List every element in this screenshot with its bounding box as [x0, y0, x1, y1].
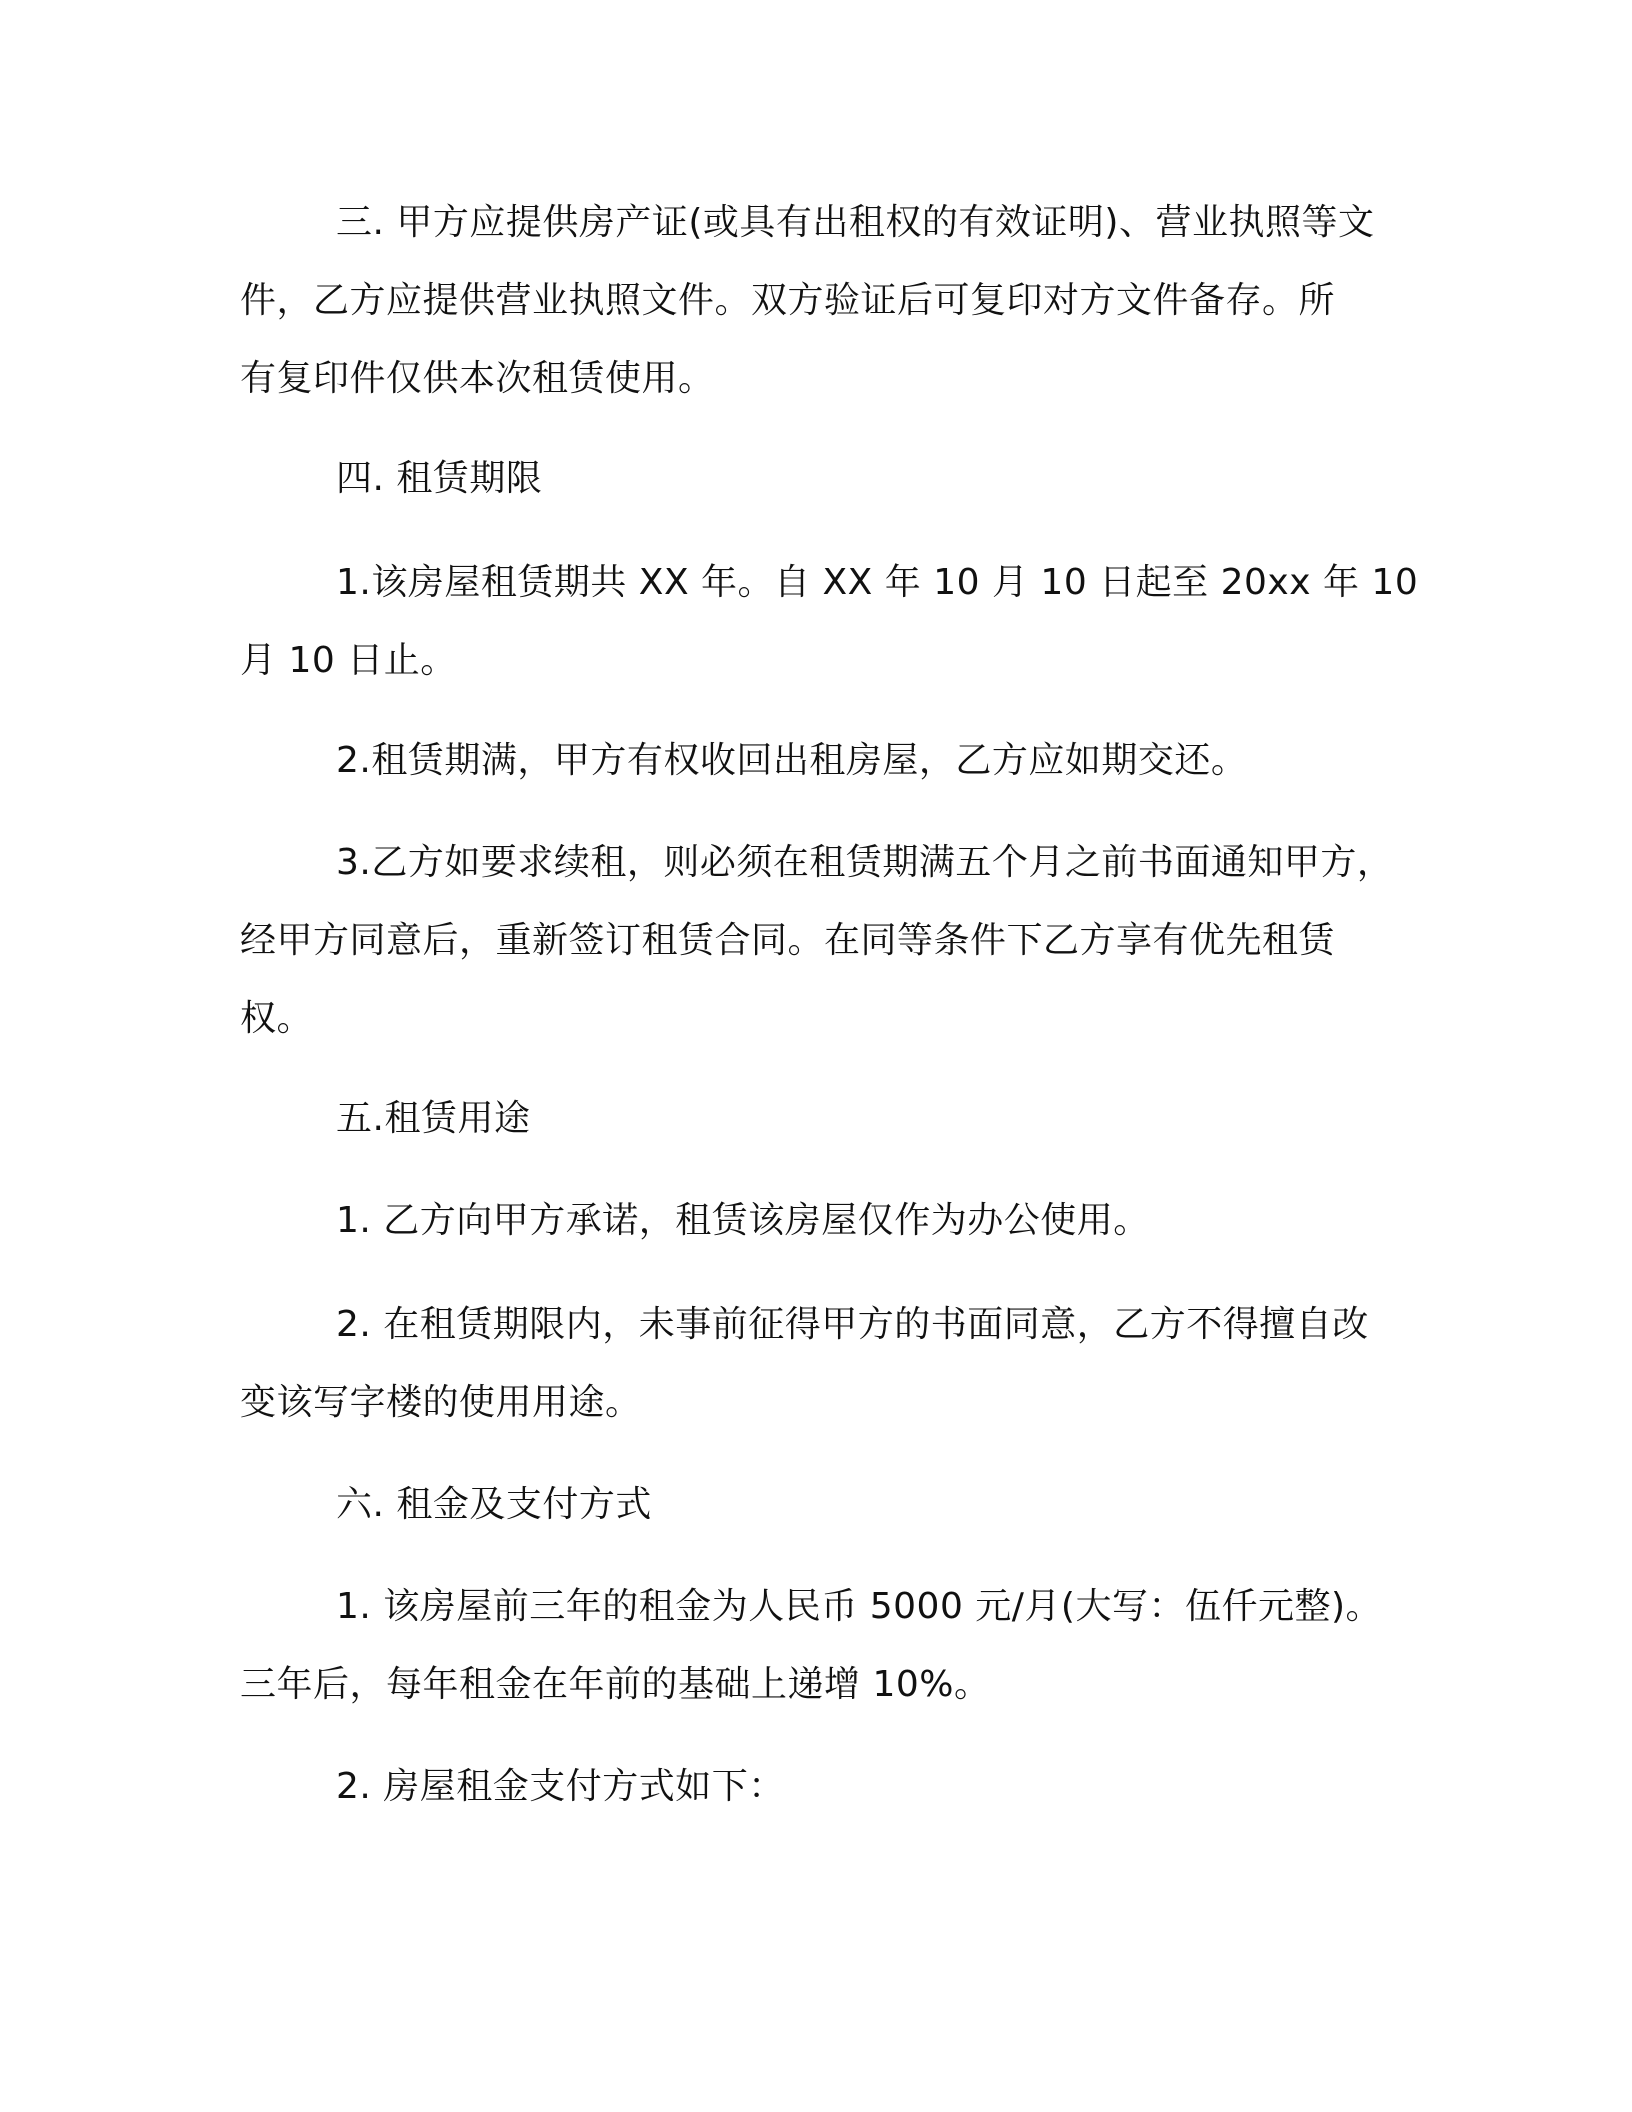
text-line: 五.租赁用途	[336, 1098, 531, 1139]
text-line: 2.租赁期满，甲方有权收回出租房屋，乙方应如期交还。	[336, 740, 1248, 781]
text-line: 2. 在租赁期限内，未事前征得甲方的书面同意，乙方不得擅自改	[336, 1304, 1369, 1345]
lease-purpose-item-1	[240, 1182, 1400, 1260]
text-line: 2. 房屋租金支付方式如下：	[336, 1766, 785, 1807]
text-line: 权。	[240, 998, 314, 1039]
rent-item-1	[240, 1568, 1400, 1724]
text-line: 六. 租金及支付方式	[336, 1484, 652, 1525]
section-heading-rent-payment	[240, 1466, 1400, 1544]
lease-term-item-3	[240, 824, 1400, 1058]
rent-item-2	[240, 1748, 1400, 1826]
text-line: 1. 该房屋前三年的租金为人民币 5000 元/月(大写：伍仟元整)。	[336, 1586, 1383, 1627]
text-line: 3.乙方如要求续租，则必须在租赁期满五个月之前书面通知甲方，	[336, 842, 1394, 883]
text-line: 1. 乙方向甲方承诺，租赁该房屋仅作为办公使用。	[336, 1200, 1150, 1241]
text-line: 三. 甲方应提供房产证(或具有出租权的有效证明)、营业执照等文	[336, 202, 1375, 243]
text-line: 变该写字楼的使用用途。	[240, 1382, 642, 1423]
text-line: 件，乙方应提供营业执照文件。双方验证后可复印对方文件备存。所	[240, 280, 1336, 321]
lease-purpose-item-2	[240, 1286, 1400, 1442]
text-line: 有复印件仅供本次租赁使用。	[240, 358, 715, 399]
text-line: 四. 租赁期限	[336, 458, 543, 499]
clause-3-documents	[240, 184, 1400, 418]
section-heading-lease-purpose	[240, 1080, 1400, 1158]
text-line: 月 10 日止。	[240, 640, 457, 681]
text-line: 经甲方同意后，重新签订租赁合同。在同等条件下乙方享有优先租赁	[240, 920, 1336, 961]
lease-term-item-1	[240, 544, 1419, 700]
text-line: 1.该房屋租赁期共 XX 年。自 XX 年 10 月 10 日起至 20xx 年 10	[336, 562, 1419, 603]
lease-term-item-2	[240, 722, 1400, 800]
section-heading-lease-term	[240, 440, 1400, 518]
text-line: 三年后，每年租金在年前的基础上递增 10%。	[240, 1664, 991, 1705]
